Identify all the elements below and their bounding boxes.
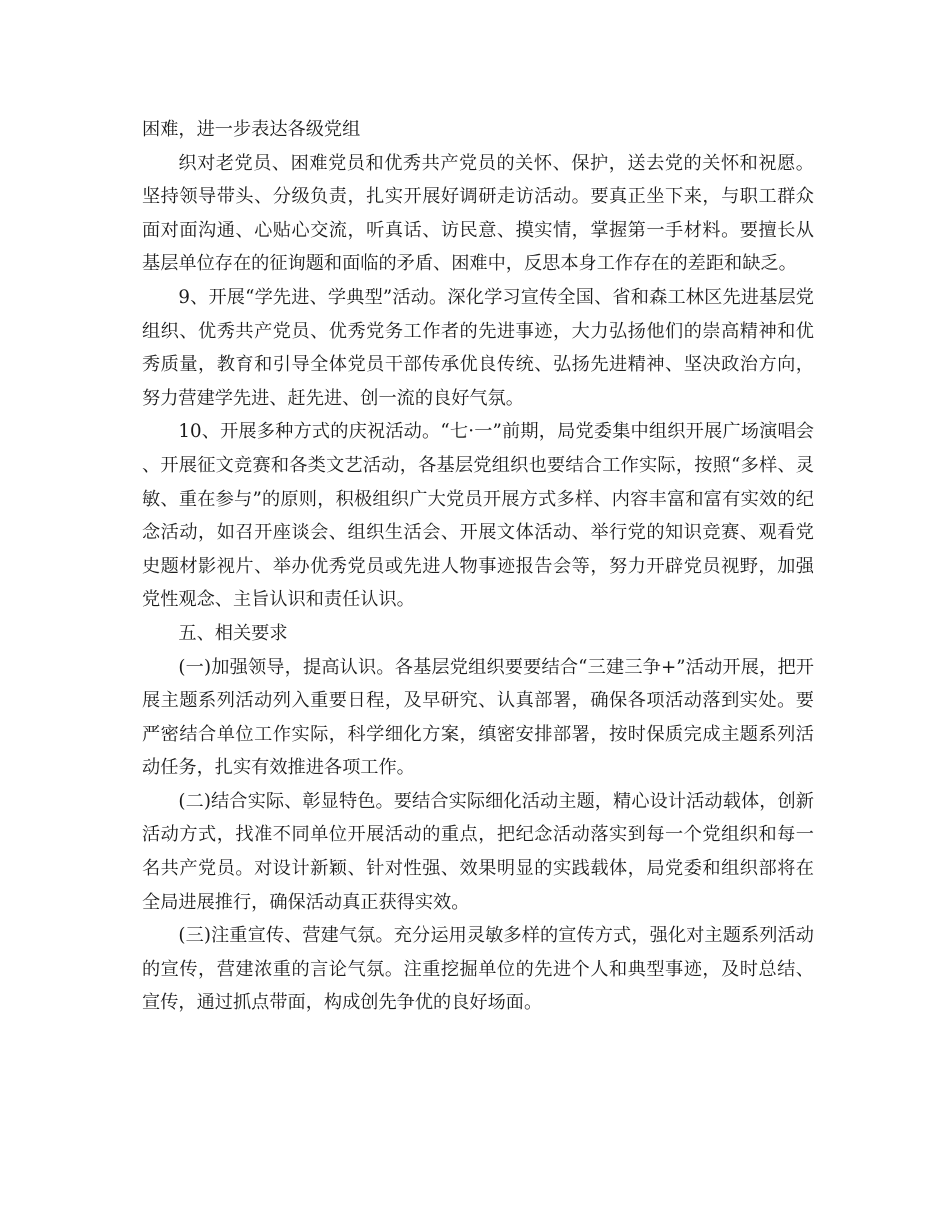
paragraph-continuation: 困难，进一步表达各级党组 <box>142 119 361 140</box>
paragraph-item-9: 9、开展“学先进、学典型”活动。深化学习宣传全国、省和森工林区先进基层党组织、优秀共产党员、优秀党务工作者的先进事迹，大力弘扬他们的崇高精神和优秀质量，教育和引导全体党员干部传承优良传统、弘扬先进精神、坚决政治方向，努力营建学先进、赶先进、创一流的良好气氛。 <box>142 286 814 409</box>
document-body <box>142 113 814 1020</box>
paragraph-requirement-2: (二)结合实际、彰显特色。要结合实际细化活动主题，精心设计活动载体，创新活动方式，找准不同单位开展活动的重点，把纪念活动落实到每一个党组织和每一名共产党员。对设计新颖、针对性强、效果明显的实践载体，局党委和组织部将在全局进展推行，确保活动真正获得实效。 <box>142 790 814 913</box>
section-heading-requirements: 五、相关要求 <box>178 622 288 644</box>
paragraph-care-for-members: 织对老党员、困难党员和优秀共产党员的关怀、保护，送去党的关怀和祝愿。坚持领导带头、分级负责，扎实开展好调研走访活动。要真正坐下来，与职工群众面对面沟通、心贴心交流，听真话、访民意、摸实情，掌握第一手材料。要擅长从基层单位存在的征询题和面临的矛盾、困难中，反思本身工作存在的差距和缺乏。 <box>142 152 814 275</box>
paragraph-item-10: 10、开展多种方式的庆祝活动。“七·一”前期，局党委集中组织开展广场演唱会、开展征文竞赛和各类文艺活动，各基层党组织也要结合工作实际，按照“多样、灵敏、重在参与”的原则，积极组织广大党员开展方式多样、内容丰富和富有实效的纪念活动，如召开座谈会、组织生活会、开展文体活动、举行党的知识竞赛、观看党史题材影视片、举办优秀党员或先进人物事迹报告会等，努力开辟党员视野，加强党性观念、主旨认识和责任认识。 <box>142 421 814 611</box>
paragraph-requirement-1: (一)加强领导，提高认识。各基层党组织要要结合“三建三争+”活动开展，把开展主题系列活动列入重要日程，及早研究、认真部署，确保各项活动落到实处。要严密结合单位工作实际，科学细化方案，缜密安排部署，按时保质完成主题系列活动任务，扎实有效推进各项工作。 <box>142 656 814 779</box>
paragraph-requirement-3: (三)注重宣传、营建气氛。充分运用灵敏多样的宣传方式，强化对主题系列活动的宣传，营建浓重的言论气氛。注重挖掘单位的先进个人和典型事迹，及时总结、宣传，通过抓点带面，构成创先争优的良好场面。 <box>142 925 814 1014</box>
